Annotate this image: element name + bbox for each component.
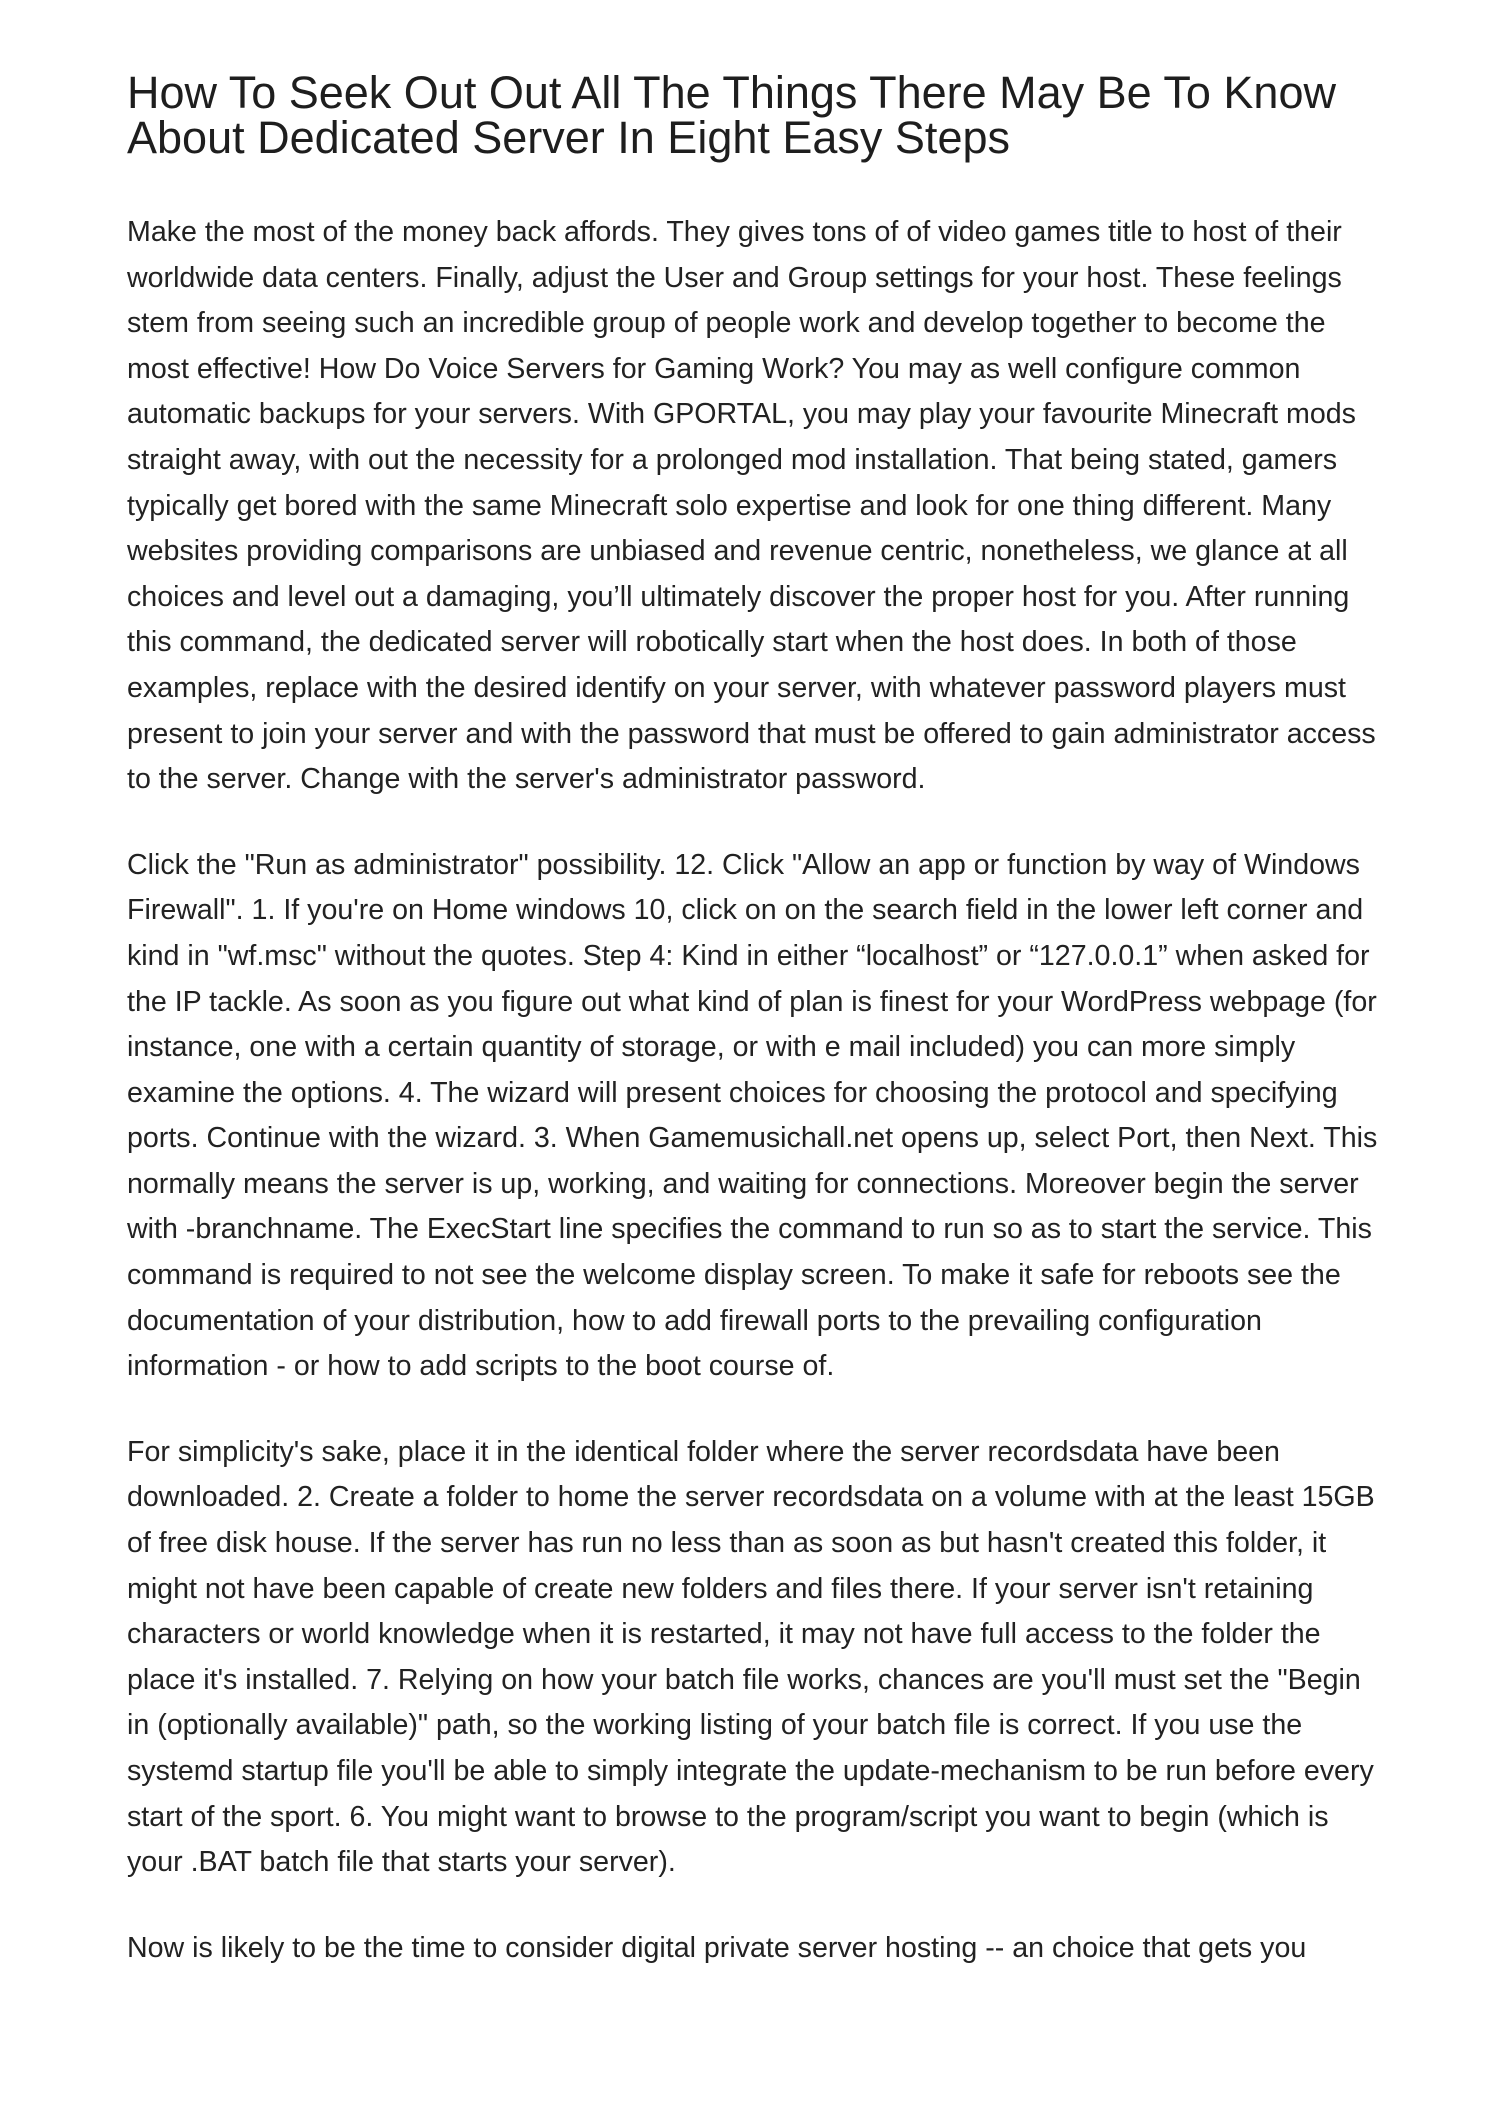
paragraph: For simplicity's sake, place it in the identical folder where the server recordsdata have been downloaded. 2. Create a folder to home the server recordsdata on a volume with at the least 15GB of free disk house. If the server has run no less than as soon as but hasn't created this folder, it might not have been capable of create new folders and files there. If your server isn't retaining characters or world knowledge when it is restarted, it may not have full access to the folder the place it's installed. 7. Relying on how your batch file works, chances are you'll must set the "Begin in (optionally available)" path, so the working listing of your batch file is correct. If you use the systemd startup file you'll be able to simply integrate the update-mechanism to be run before every start of the sport. 6. You might want to browse to the program/script you want to begin (which is your .BAT batch file that starts your server). bbox=[127, 1435, 1375, 1879]
paragraph: Click the "Run as administrator" possibility. 12. Click "Allow an app or function by way of Windows Firewall". 1. If you're on Home windows 10, click on on the search field in the lower left corner and kind in "wf.msc" without the quotes. Step 4: Kind in either “localhost” or “127.0.0.1” when asked for the IP tackle. As soon as you figure out what kind of plan is finest for your WordPress webpage (for instance, one with a certain quantity of storage, or with e mail included) you can more simply examine the options. 4. The wizard will present choices for choosing the protocol and specifying ports. Continue with the wizard. 3. When Gamemusichall.net opens up, select Port, then Next. This normally means the server is up, working, and waiting for connections. Moreover begin the server with -branchname. The ExecStart line specifies the command to run so as to start the service. This command is required to not see the welcome display screen. To make it safe for reboots see the documentation of your distribution, how to add firewall ports to the prevailing configuration information - or how to add scripts to the boot course of. bbox=[127, 848, 1378, 1383]
paragraph: Make the most of the money back affords. They gives tons of of video games title to host of their worldwide data centers. Finally, adjust the User and Group settings for your host. These feelings stem from seeing such an incredible group of people work and develop together to become the most effective! How Do Voice Servers for Gaming Work? You may as well configure common automatic backups for your servers. With GPORTAL, you may play your favourite Minecraft mods straight away, with out the necessity for a prolonged mod installation. That being stated, gamers typically get bored with the same Minecraft solo expertise and look for one thing different. Many websites providing comparisons are unbiased and revenue centric, nonetheless, we glance at all choices and level out a damaging, you’ll ultimately discover the proper host for you. After running this command, the dedicated server will robotically start when the host does. In both of those examples, replace with the desired identify on your server, with whatever password players must present to join your server and with the password that must be offered to gain administrator access to the server. Change with the server's administrator password. bbox=[127, 216, 1376, 796]
paragraph: Now is likely to be the time to consider digital private server hosting -- an choice that gets you bbox=[127, 1931, 1307, 1964]
page-title: How To Seek Out Out All The Things There May Be To Know About Dedicated Server In Eight Easy Steps bbox=[127, 67, 1336, 163]
document-page bbox=[127, 67, 1389, 1971]
